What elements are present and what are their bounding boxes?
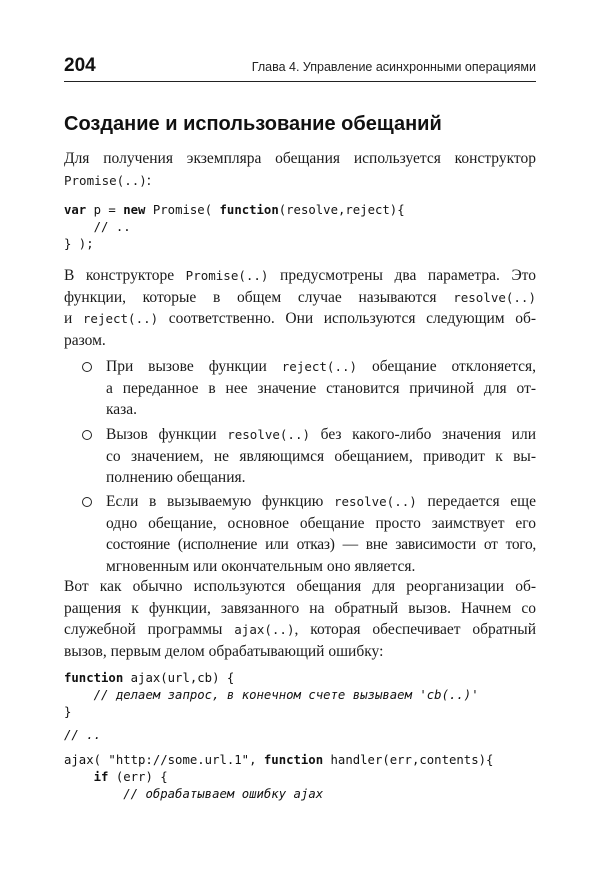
code-line	[64, 769, 544, 786]
intro-line-2-rest: :	[146, 171, 152, 189]
text: , которая обеспечивает обратный	[294, 621, 536, 638]
text-line: каза.	[106, 401, 138, 418]
running-title: Глава 4. Управление асинхронными операциями	[251, 60, 536, 74]
inline-code: resolve(..)	[453, 289, 536, 305]
text-line: вызов, первым делом обрабатывающий ошибку:	[64, 642, 384, 660]
text: При вызове функции	[106, 358, 267, 375]
code-block-3	[64, 752, 544, 803]
circle-bullet-icon	[82, 497, 92, 507]
list-item-text	[106, 356, 536, 421]
inline-code: reject(..)	[82, 311, 159, 326]
code-comment: // делаем запрос, в конечном счете вызываем 'cb(..)'	[93, 688, 479, 702]
text: функции, которые в общем случае называются	[64, 288, 437, 306]
page-header	[64, 55, 536, 81]
code-line: } );	[64, 237, 94, 251]
code-comment: // ..	[64, 728, 102, 742]
para2-line-2	[64, 287, 536, 309]
code-text: (err) {	[108, 770, 168, 784]
code-text: (resolve,reject){	[278, 203, 405, 217]
code-keyword: function	[64, 671, 124, 685]
text-line: со значением, не являющимся обещанием, приводит к вы-	[106, 447, 536, 465]
inline-code: reject(..)	[281, 359, 358, 374]
text: Если в вызываемую функцию	[106, 493, 324, 510]
inline-code: resolve(..)	[333, 494, 417, 509]
text: и	[64, 310, 73, 327]
text: В конструкторе	[64, 267, 175, 284]
circle-bullet-icon	[82, 362, 92, 372]
code-block-1	[64, 202, 544, 253]
code-indent	[64, 787, 123, 801]
code-line: }	[64, 705, 72, 719]
text-line: состояние (исполнение или отказ) — вне зависимости от того,	[106, 536, 536, 553]
text: обещание отклоняется,	[371, 358, 536, 375]
code-text: p =	[86, 203, 124, 217]
text-line: мгновенным или окончательным оно является.	[106, 557, 416, 575]
section-title: Создание и использование обещаний	[64, 113, 442, 135]
intro-line-2	[64, 170, 536, 192]
code-keyword: if	[93, 770, 109, 784]
intro-paragraph	[64, 148, 536, 191]
text-line: ращения к функции, завязанного на обратный вызов. Начнем со	[64, 599, 536, 617]
code-line	[64, 752, 544, 769]
text-line: а переданное в нее значение становится причиной для от-	[106, 379, 536, 397]
text: передается еще	[427, 493, 536, 510]
text-line: одно обещание, основное обещание просто заимствует его	[106, 514, 536, 532]
text-line: Вот как обычно используются обещания для реорганизации об-	[64, 578, 536, 595]
text-line: полнению обещания.	[106, 469, 246, 486]
intro-line-1: Для получения экземпляра обещания используется конструктор	[64, 150, 536, 167]
code-keyword: var	[64, 203, 87, 217]
text: соответственно. Они используются следующим об-	[168, 310, 537, 327]
code-indent	[64, 688, 94, 702]
code-line: // ..	[64, 220, 131, 234]
code-keyword: function	[263, 753, 324, 767]
code-keyword: function	[219, 203, 279, 217]
inline-code: ajax(..)	[234, 622, 295, 637]
code-text: Promise(	[145, 203, 220, 217]
code-text: ajax( "http://some.url.1",	[64, 753, 264, 767]
page-number: 204	[64, 55, 96, 76]
text: служебной программы	[64, 621, 223, 638]
para2-line-1	[64, 265, 536, 287]
code-text: handler(err,contents){	[323, 753, 494, 767]
params-paragraph	[64, 265, 536, 351]
code-line	[64, 687, 544, 704]
list-item-text	[106, 424, 536, 489]
code-keyword: new	[123, 203, 146, 217]
code-line	[64, 670, 544, 687]
text-line	[106, 424, 536, 446]
code-comment: // обрабатываем ошибку ajax	[123, 787, 324, 801]
text-line	[64, 619, 536, 641]
code-block-2	[64, 670, 544, 721]
inline-code: Promise(..)	[185, 268, 269, 283]
circle-bullet-icon	[82, 430, 92, 440]
header-divider	[64, 81, 536, 82]
text: предусмотрены два параметра. Это	[280, 267, 536, 284]
para2-line-3	[64, 308, 536, 330]
inline-code: Promise(..)	[64, 172, 147, 188]
code-line	[64, 202, 544, 219]
ajax-intro-paragraph	[64, 576, 536, 662]
code-block-2-separator	[64, 727, 544, 744]
text-line	[106, 356, 536, 378]
inline-code: resolve(..)	[227, 427, 311, 442]
list-item-text	[106, 491, 536, 577]
text-line	[106, 491, 536, 513]
code-line	[64, 786, 544, 803]
code-indent	[64, 770, 94, 784]
code-text: ajax(url,cb) {	[123, 671, 235, 685]
text: Вызов функции	[106, 426, 217, 443]
text: без какого-либо значения или	[320, 426, 536, 443]
para2-line-4: разом.	[64, 331, 106, 349]
